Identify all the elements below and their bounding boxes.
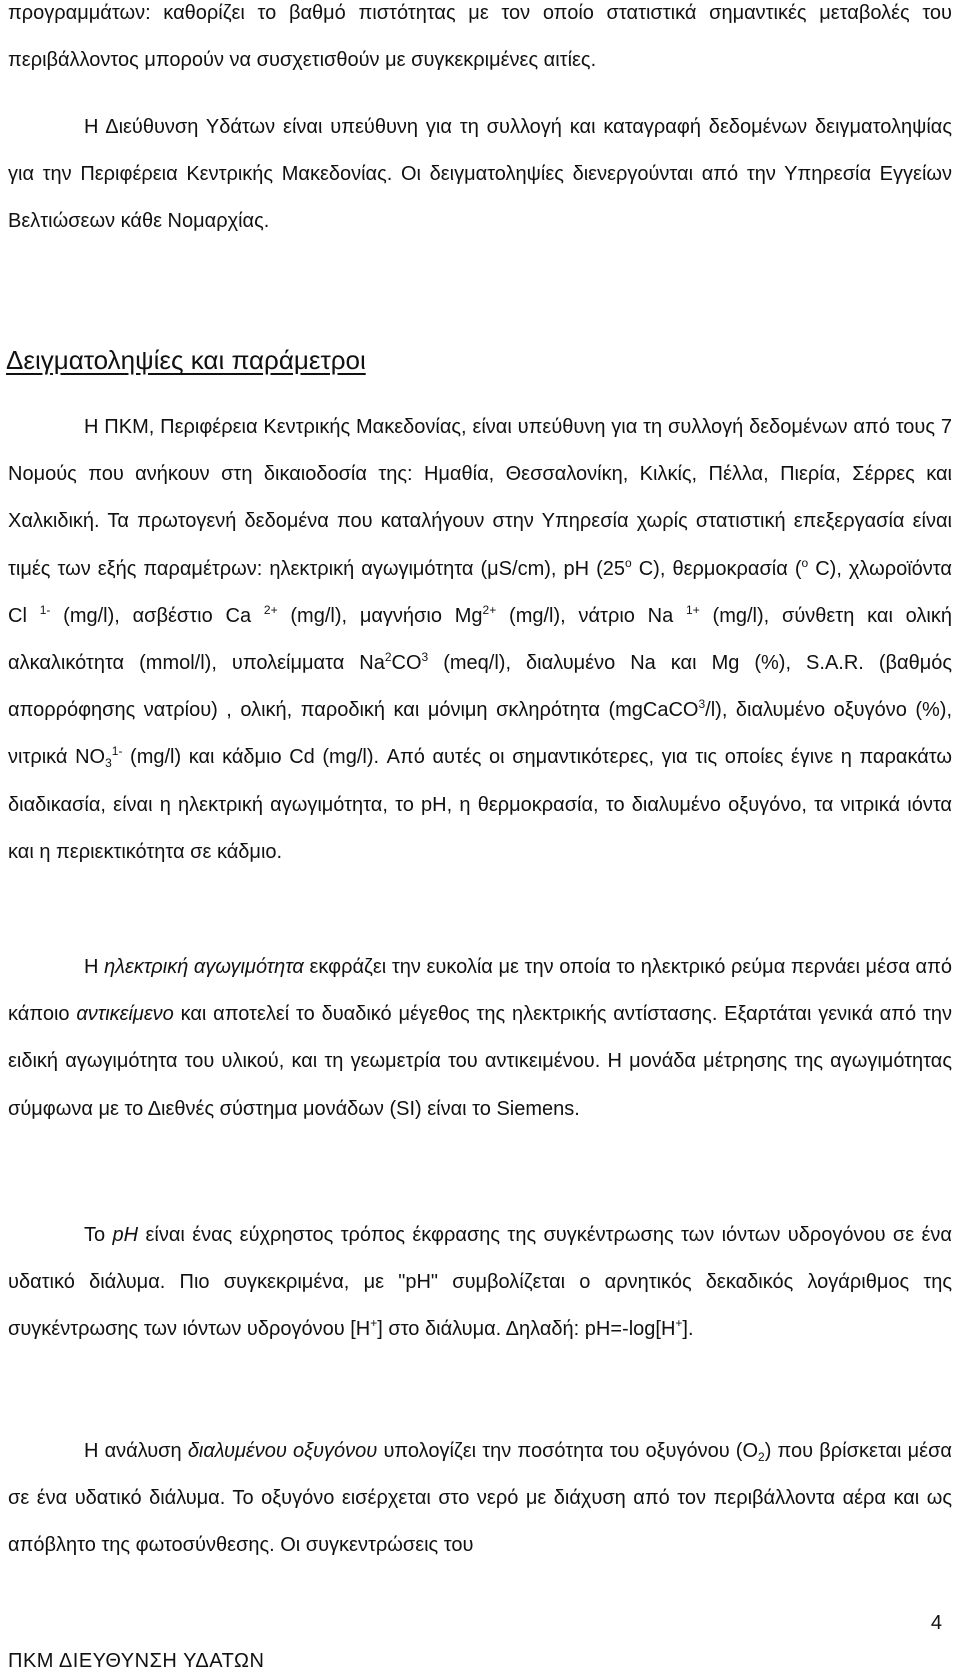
indent xyxy=(8,116,84,138)
superscript: o xyxy=(801,555,809,570)
superscript: o xyxy=(625,555,632,570)
paragraph-water-directorate xyxy=(8,104,952,246)
superscript: 2 xyxy=(384,650,392,665)
subscript: 3 xyxy=(105,756,112,771)
page-footer: ΠΚΜ ΔΙΕΥΘΥΝΣΗ ΥΔΑΤΩΝ xyxy=(8,1650,265,1672)
text-run: εκφράζει την ευκολία με την οποία το ηλεκτρικό ρεύμα περνάει μέσα από κάποιο xyxy=(8,956,953,1026)
text-run: C), χλωροϊόντα Cl xyxy=(8,557,952,627)
text-run: (meq/l), διαλυμένο Na και Mg (%), S.A.R. (βαθμός απορρόφησης νατρίου) , ολική, παροδική και μόνιμη σκληρότητα (mgCaCO xyxy=(8,652,952,722)
emphasis: διαλυμένου οξυγόνου xyxy=(187,1440,378,1462)
text-run: C), θερμοκρασία ( xyxy=(631,557,802,580)
text-run: (mg/l), νάτριο Na xyxy=(496,604,687,627)
paragraph-dissolved-oxygen xyxy=(8,1428,952,1570)
indent xyxy=(8,956,84,978)
text-run: Το xyxy=(84,1224,113,1246)
text-run: (mg/l), σύνθετη και ολική αλκαλικότητα (mmol/l), υπολείμματα Na xyxy=(8,604,952,675)
text-run: (mg/l) και κάδμιο Cd (mg/l). Από αυτές οι σημαντικότερες, για τις οποίες έγινε η παρακάτω διαδικασία, είναι η ηλεκτρική αγωγιμότητα, το pH, η θερμοκρασία, το διαλυμένο οξυγόνο, τα νιτρικά ιόντα και η περιεκτικότητα σε κάδμιο. xyxy=(8,746,952,863)
text-run: Η ΠΚΜ, Περιφέρεια Κεντρικής Μακεδονίας, είναι υπεύθυνη για τη συλλογή δεδομένων από τους 7 Νομούς που ανήκουν στη δικαιοδοσία της: Ημαθία, Θεσσαλονίκη, Κιλκίς, Πέλλα, Πιερία, Σέρρες και Χαλκιδική. Τα πρωτογενή δεδομένα που καταλήγουν στην Υπηρεσία χωρίς στατιστική επεξεργασία είναι τιμές των εξής παραμέτρων: ηλεκτρική αγωγιμότητα (μS/cm), pH (25 xyxy=(8,416,952,580)
superscript: 3 xyxy=(421,650,429,665)
superscript: 1+ xyxy=(686,602,700,617)
paragraph-text: Η Διεύθυνση Υδάτων είναι υπεύθυνη για τη συλλογή και καταγραφή δεδομένων δειγματοληψίας για την Περιφέρεια Κεντρικής Μακεδονίας. Οι δειγματοληψίες διενεργούνται από την Υπηρεσία Εγγείων Βελτιώσεων κάθε Νομαρχίας. xyxy=(8,116,952,233)
subscript: 2 xyxy=(758,1450,765,1464)
text-run: (mg/l), ασβέστιο Ca xyxy=(50,604,264,627)
paragraph-parameters xyxy=(8,404,952,876)
paragraph-intro-continued xyxy=(8,0,952,84)
superscript: 2+ xyxy=(482,602,497,617)
superscript: 1- xyxy=(39,602,51,617)
paragraph-ph xyxy=(8,1212,952,1354)
section-heading: Δειγματοληψίες και παράμετροι xyxy=(6,345,366,375)
text-run: CO xyxy=(391,652,422,675)
superscript: 2+ xyxy=(263,602,278,617)
superscript: 3 xyxy=(698,697,706,712)
emphasis: αντικείμενο xyxy=(76,1003,174,1026)
text-run: Η ανάλυση xyxy=(84,1440,188,1462)
emphasis: pH xyxy=(112,1224,139,1246)
superscript: + xyxy=(370,1316,378,1331)
superscript: 1- xyxy=(111,744,123,759)
text-run: υπολογίζει την ποσότητα του οξυγόνου (O xyxy=(377,1440,759,1462)
page-number: 4 xyxy=(930,1612,942,1634)
text-run: και αποτελεί το δυαδικό μέγεθος της ηλεκτρικής αντίστασης. Εξαρτάται γενικά από την ειδική αγωγιμότητα του υλικού, και τη γεωμετρία του αντικειμένου. Η μονάδα μέτρησης της αγωγιμότητας σύμφωνα με το Διεθνές σύστημα μονάδων (SI) είναι το Siemens. xyxy=(8,1003,952,1120)
text-run: είναι ένας εύχρηστος τρόπος έκφρασης της συγκέντρωσης των ιόντων υδρογόνου σε ένα υδατικό διάλυμα. Πιο συγκεκριμένα, με "pH" συμβολίζεται ο αρνητικός δεκαδικός λογάριθμος της συγκέντρωσης των ιόντων υδρογόνου [H xyxy=(8,1224,952,1341)
indent xyxy=(8,416,84,438)
text-run: (mg/l), μαγνήσιο Mg xyxy=(277,604,483,627)
text-run: /l), διαλυμένο οξυγόνο (%), νιτρικά NO xyxy=(8,699,953,769)
text-run: ) που βρίσκεται μέσα σε ένα υδατικό διάλυμα. Το οξυγόνο εισέρχεται στο νερό με διάχυση από τον περιβάλλοντα αέρα και ως απόβλητο της φωτοσύνθεσης. Οι συγκεντρώσεις του xyxy=(8,1440,952,1557)
emphasis: ηλεκτρική αγωγιμότητα xyxy=(104,956,304,978)
indent xyxy=(8,1440,84,1462)
indent xyxy=(8,1224,84,1246)
text-run: ]. xyxy=(682,1318,694,1341)
paragraph-conductivity xyxy=(8,944,952,1133)
superscript: + xyxy=(675,1316,683,1331)
paragraph-text: προγραμμάτων: καθορίζει το βαθμό πιστότητας με τον οποίο στατιστικά σημαντικές μεταβολές του περιβάλλοντος μπορούν να συσχετισθούν με συγκεκριμένες αιτίες. xyxy=(8,2,952,72)
text-run: Η xyxy=(84,956,105,978)
text-run: ] στο διάλυμα. Δηλαδή: pH=-log[H xyxy=(377,1318,676,1341)
